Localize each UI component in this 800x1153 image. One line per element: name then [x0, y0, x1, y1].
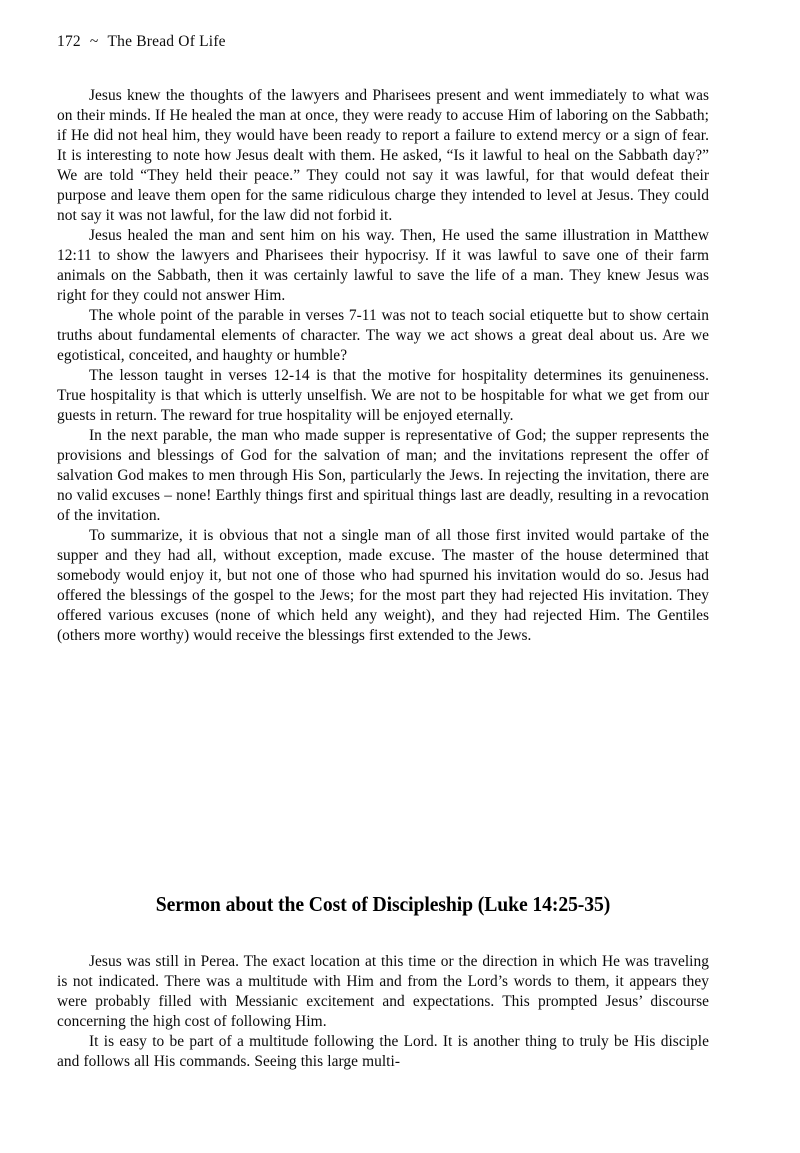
- page-number: 172: [57, 33, 81, 50]
- paragraph: Jesus was still in Perea. The exact location at this time or the direction in which He was traveling is not indicated. There was a multitude with Him and from the Lord’s words to them, it appears they were probably filled with Messianic excitement and expectations. This prompted Jesus’ discourse concerning the high cost of following Him.: [57, 953, 709, 1030]
- paragraph: To summarize, it is obvious that not a single man of all those first invited would partake of the supper and they had all, without exception, made excuse. The master of the house determined that somebody would enjoy it, but not one of those who had spurned his invitation would do so. Jesus had offered the blessings of the gospel to the Jews; for the most part they had rejected His invitation. They offered various excuses (none of which held any weight), and they had rejected Him. The Gentiles (others more worthy) would receive the blessings first extended to the Jews.: [57, 527, 709, 644]
- paragraph: Jesus knew the thoughts of the lawyers and Pharisees present and went immediately to what was on their minds. If He healed the man at once, they were ready to accuse Him of laboring on the Sabbath; if He did not heal him, they would have been ready to report a failure to extend mercy or a sign of fear. It is interesting to note how Jesus dealt with them. He asked, “Is it lawful to heal on the Sabbath day?” We are told “They held their peace.” They could not say it was lawful, for that would defeat their purpose and leave them open for the same ridiculous charge they intended to level at Jesus. They could not say it was not lawful, for the law did not forbid it.: [57, 87, 709, 224]
- body-text-column-upper: [57, 86, 709, 646]
- paragraph: Jesus healed the man and sent him on his way. Then, He used the same illustration in Matthew 12:11 to show the lawyers and Pharisees their hypocrisy. If it was lawful to save one of their farm animals on the Sabbath, then it was certainly lawful to save the life of a man. They knew Jesus was right for they could not answer Him.: [57, 227, 709, 304]
- header-separator: ~: [89, 33, 99, 50]
- paragraph: It is easy to be part of a multitude following the Lord. It is another thing to truly be His disciple and follows all His commands. Seeing this large multi-: [57, 1033, 709, 1070]
- paragraph: In the next parable, the man who made supper is representative of God; the supper represents the provisions and blessings of God for the salvation of man; and the invitations represent the offer of salvation God makes to men through His Son, particularly the Jews. In rejecting the invitation, there are no valid excuses – none! Earthly things first and spiritual things last are deadly, resulting in a revocation of the invitation.: [57, 427, 709, 524]
- paragraph: The lesson taught in verses 12-14 is that the motive for hospitality determines its genuineness. True hospitality is that which is utterly unselfish. We are not to be hospitable for what we get from our guests in return. The reward for true hospitality will be enjoyed eternally.: [57, 367, 709, 424]
- section-heading: Sermon about the Cost of Discipleship (Luke 14:25-35): [155, 894, 611, 916]
- book-title: The Bread Of Life: [107, 33, 226, 50]
- paragraph: The whole point of the parable in verses 7-11 was not to teach social etiquette but to show certain truths about fundamental elements of character. The way we act shows a great deal about us. Are we egotistical, conceited, and haughty or humble?: [57, 307, 709, 364]
- running-header: [57, 33, 226, 51]
- body-text-column-lower: [57, 952, 709, 1072]
